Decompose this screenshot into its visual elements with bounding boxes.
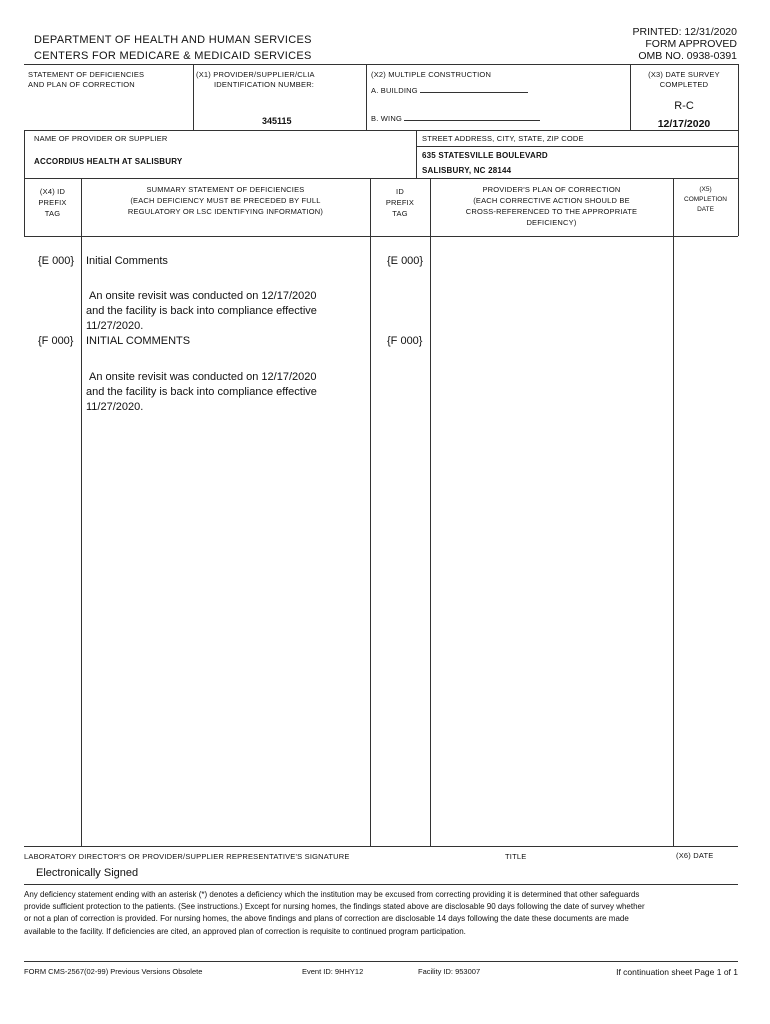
x3-label-1: (X3) DATE SURVEY [648,70,720,79]
department-line: DEPARTMENT OF HEALTH AND HUMAN SERVICES [34,34,312,46]
x2-wing-label: B. WING [371,114,402,123]
id-header-2: PREFIX [385,198,415,207]
summary-header-2: (EACH DEFICIENCY MUST BE PRECEDED BY FULL [130,196,321,205]
summary-header-3: REGULATORY OR LSC IDENTIFYING INFORMATION) [127,207,324,216]
facility-id: Facility ID: 953007 [418,967,481,976]
entry-title: INITIAL COMMENTS [86,335,191,347]
x4-header-1: (X4) ID [39,187,66,196]
signature-value: Electronically Signed [36,867,139,879]
entry-tag: {F 000} [38,335,74,347]
x5-header-1: (X5) [699,186,712,193]
entry-title: Initial Comments [86,255,168,267]
plan-header-3: CROSS-REFERENCED TO THE APPROPRIATE [465,207,638,216]
survey-code: R-C [674,100,694,112]
street-address: 635 STATESVILLE BOULEVARD [422,151,548,160]
provider-name: ACCORDIUS HEALTH AT SALISBURY [34,157,183,166]
id-header-3: TAG [392,209,408,218]
x1-label-2: IDENTIFICATION NUMBER: [214,80,315,89]
form-number: FORM CMS-2567(02-99) Previous Versions Obsolete [24,967,203,976]
provider-id-number: 345115 [262,116,292,126]
page-indicator: If continuation sheet Page 1 of 1 [616,967,738,977]
entry-text: An onsite revisit was conducted on 12/17/2020 and the facility is back into compliance effective 11/27/2020. [86,290,317,332]
building-underline [420,92,528,93]
printed-date: PRINTED: 12/31/2020 [632,26,737,38]
x5-header-3: DATE [697,206,714,213]
x2-building [371,86,528,95]
plan-header-2: (EACH CORRECTIVE ACTION SHOULD BE [473,196,630,205]
plan-header-1: PROVIDER'S PLAN OF CORRECTION [482,185,621,194]
statement-label-2: AND PLAN OF CORRECTION [28,80,135,89]
entry-id-tag: {E 000} [387,255,424,267]
centers-line: CENTERS FOR MEDICARE & MEDICAID SERVICES [34,50,312,62]
signature-label: LABORATORY DIRECTOR'S OR PROVIDER/SUPPLIER REPRESENTATIVE'S SIGNATURE [24,852,350,861]
form-approved: FORM APPROVED [645,38,737,50]
x4-header-3: TAG [44,209,61,218]
event-id: Event ID: 9HHY12 [302,967,364,976]
x4-header-2: PREFIX [38,198,67,207]
entry-tag: {E 000} [38,255,75,267]
id-header-1: ID [396,187,404,196]
entry-id-tag: {F 000} [387,335,423,347]
plan-header-4: DEFICIENCY) [526,218,577,227]
provider-name-label: NAME OF PROVIDER OR SUPPLIER [34,134,168,143]
entry-text: An onsite revisit was conducted on 12/17/2020 and the facility is back into compliance effective 11/27/2020. [86,371,317,413]
disclaimer-text: Any deficiency statement ending with an asterisk (*) denotes a deficiency which the institution may be excused from correcting providing it is determined that other safeguards provide sufficient protection to the patients. (See instructions.) Except for nursing homes, the findings stated above are disclosable 90 days following the date of survey whether or not a plan of correction is provided. For nursing homes, the above findings and plans of correction are disclosable 14 days following the date these documents are made available to the facility. If deficiencies are cited, an approved plan of correction is requisite to continued program participation. [24,890,645,936]
summary-header-1: SUMMARY STATEMENT OF DEFICIENCIES [146,185,305,194]
survey-date: 12/17/2020 [657,118,711,130]
city-state-zip: SALISBURY, NC 28144 [422,166,512,175]
omb-number: OMB NO. 0938-0391 [638,50,737,62]
wing-underline [404,120,540,121]
title-label: TITLE [505,852,527,861]
x2-label: (X2) MULTIPLE CONSTRUCTION [371,70,492,79]
x2-wing [371,114,540,123]
statement-label-1: STATEMENT OF DEFICIENCIES [28,70,145,79]
x5-header-2: COMPLETION [684,196,727,203]
date-label: (X6) DATE [676,851,714,860]
x2-building-label: A. BUILDING [371,86,418,95]
x1-label-1: (X1) PROVIDER/SUPPLIER/CLIA [196,70,315,79]
x3-label-2: COMPLETED [659,80,709,89]
address-label: STREET ADDRESS, CITY, STATE, ZIP CODE [422,134,584,143]
